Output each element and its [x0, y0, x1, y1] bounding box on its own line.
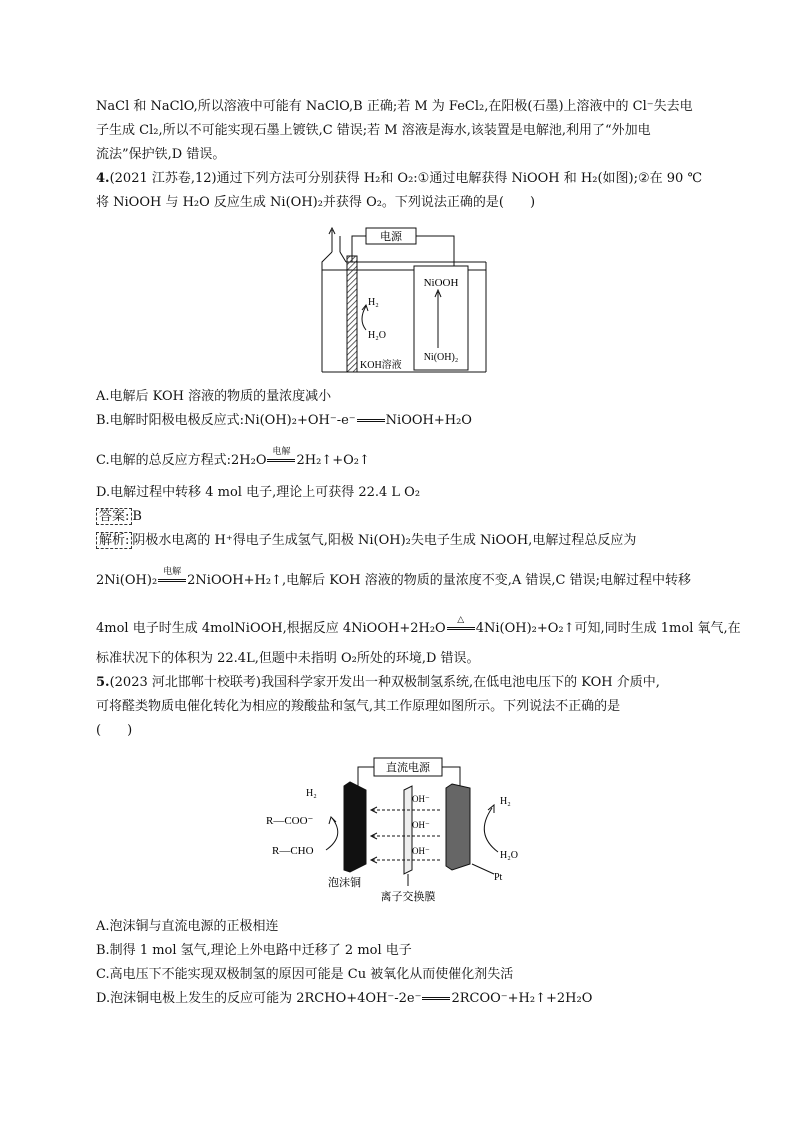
svg-text:泡沫铜: 泡沫铜 — [328, 877, 361, 889]
analysis-line-4: 标准状况下的体积为 22.4L,但题中未指明 O₂所处的环境,D 错误。 — [96, 651, 480, 666]
svg-text:H₂: H₂ — [500, 796, 511, 807]
power-label: 电源 — [380, 231, 402, 243]
svg-text:直流电源: 直流电源 — [386, 762, 430, 774]
question-number: 5. — [96, 675, 110, 690]
option-d: D.泡沫铜电极上发生的反应可能为 2RCHO+4OH⁻-2e⁻ 2RCOO⁻+H₂↑+2H₂O — [96, 991, 593, 1006]
answer-line — [96, 508, 142, 526]
option-b: B.制得 1 mol 氢气,理论上外电路中迁移了 2 mol 电子 — [96, 943, 412, 958]
option-a: A.电解后 KOH 溶液的物质的量浓度减小 — [96, 389, 332, 404]
answer-label: 答案: — [96, 508, 132, 525]
svg-text:离子交换膜: 离子交换膜 — [380, 891, 436, 903]
analysis-line-1: 解析: 阴极水电离的 H⁺得电子生成氢气,阳极 Ni(OH)₂失电子生成 NiOOH,电解过程总反应为 — [96, 532, 636, 550]
svg-text:Pt: Pt — [494, 872, 503, 883]
option-c: C.电解的总反应方程式:2H₂O 电解 2H₂↑+O₂↑ — [96, 447, 370, 468]
text-line: NaCl 和 NaClO,所以溶液中可能有 NaClO,B 正确;若 M 为 FeCl₂,在阳极(石墨)上溶液中的 Cl⁻失去电 — [96, 99, 693, 114]
cathode-electrode — [347, 256, 357, 372]
svg-text:OH⁻: OH⁻ — [412, 794, 430, 804]
svg-text:R—COO⁻: R—COO⁻ — [266, 815, 314, 827]
question-5-stem-line-1: 5.(2023 河北邯郸十校联考)我国科学家开发出一种双极制氢系统,在低电池电压下的 KOH 介质中, — [96, 675, 660, 690]
svg-text:H₂: H₂ — [368, 297, 379, 308]
question-number: 4. — [96, 171, 110, 186]
svg-text:R—CHO: R—CHO — [272, 845, 314, 857]
svg-text:H₂O: H₂O — [500, 850, 518, 861]
question-text: (2021 江苏卷,12)通过下列方法可分别获得 H₂和 O₂:①通过电解获得 NiOOH 和 H₂(如图);②在 90 ℃ — [109, 171, 702, 186]
svg-text:Ni(OH)₂: Ni(OH)₂ — [423, 352, 459, 363]
analysis-line-2: 2Ni(OH)₂ 电解 2NiOOH+H₂↑,电解后 KOH 溶液的物质的量浓度不变,A 错误,C 错误;电解过程中转移 — [96, 567, 691, 588]
svg-text:OH⁻: OH⁻ — [412, 820, 430, 830]
question-5-stem-line-2: 可将醛类物质电催化转化为相应的羧酸盐和氢气,其工作原理如图所示。下列说法不正确的是 — [96, 699, 621, 714]
question-4-stem-line-2: 将 NiOOH 与 H₂O 反应生成 Ni(OH)₂并获得 O₂。下列说法正确的是( ) — [96, 195, 536, 210]
option-b: B.电解时阳极电极反应式:Ni(OH)₂+OH⁻-e⁻ NiOOH+H₂O — [96, 413, 472, 428]
text-line: 流法”保护铁,D 错误。 — [96, 147, 226, 162]
analysis-line-3: 4mol 电子时生成 4molNiOOH,根据反应 4NiOOH+2H₂O △ 4Ni(OH)₂+O₂↑可知,同时生成 1mol 氧气,在 — [96, 615, 741, 636]
question-5-stem-line-3: ( ) — [96, 723, 133, 738]
answer-value: B — [132, 509, 142, 524]
svg-text:OH⁻: OH⁻ — [412, 846, 430, 856]
svg-text:NiOOH: NiOOH — [423, 277, 459, 289]
option-a: A.泡沫铜与直流电源的正极相连 — [96, 919, 279, 934]
electrolysis-diagram-1 — [310, 222, 490, 374]
analysis-label: 解析: — [96, 532, 132, 549]
bipolar-hydrogen-diagram — [262, 752, 552, 904]
svg-text:H₂: H₂ — [306, 788, 317, 799]
text-line: 子生成 Cl₂,所以不可能实现石墨上镀铁,C 错误;若 M 溶液是海水,该装置是电解池,利用了“外加电 — [96, 123, 651, 138]
option-d: D.电解过程中转移 4 mol 电子,理论上可获得 22.4 L O₂ — [96, 485, 421, 500]
svg-text:H₂O: H₂O — [368, 330, 386, 341]
option-c: C.高电压下不能实现双极制氢的原因可能是 Cu 被氧化从而使催化剂失活 — [96, 967, 514, 982]
question-4-stem-line-1 — [96, 170, 702, 188]
svg-text:KOH溶液: KOH溶液 — [360, 360, 402, 371]
